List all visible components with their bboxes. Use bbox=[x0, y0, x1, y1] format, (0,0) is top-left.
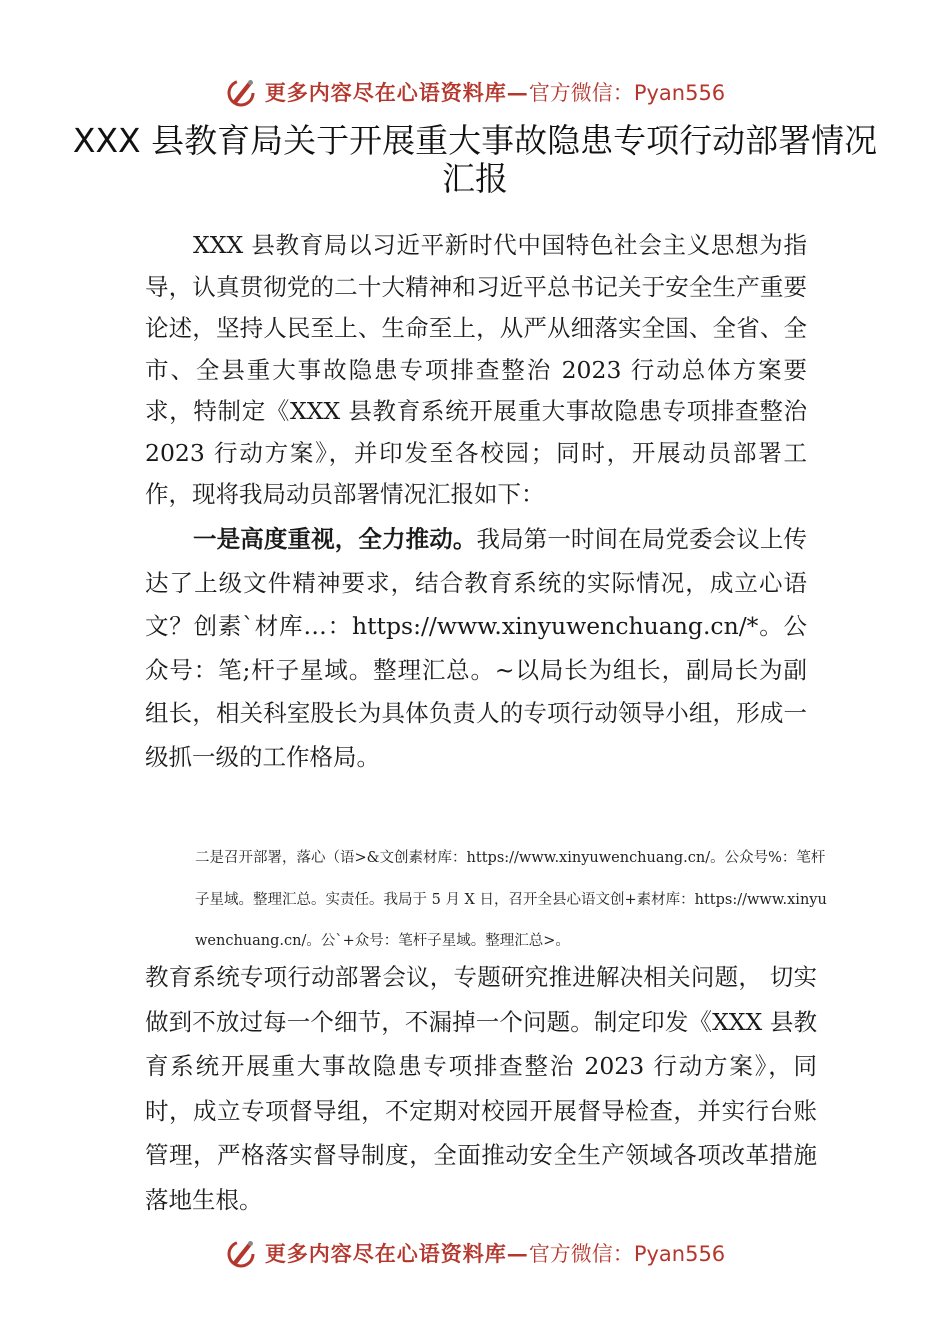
paragraph-point-one-lead: 一是高度重视，全力推动。 bbox=[193, 525, 477, 553]
paragraph-point-two-note: 二是召开部署，落心（语>&文创素材库：https://www.xinyuwenchuang.cn/。公众号%：笔杆子星域。整理汇总。实责任。我局于 5 月 X 日，召开全县心语文创+素材库：https://www.xinyuwenchuang.cn/。公`+众号：笔杆子星域。整理汇总>。 bbox=[195, 850, 827, 949]
banner-wechat-label: 官方微信： bbox=[528, 81, 634, 105]
paragraph-point-two-body: 教育系统专项行动部署会议，专题研究推进解决相关问题， 切实做到不放过每一个细节，不漏掉一个问题。制定印发《XXX 县教育系统开展重大事故隐患专项排查整治 2023 行动方案》，同时，成立专项督导组，不定期对校园开展督导检查，并实行台账管理，严格落实督导制度，全面推动安全生产领域各项改革措施落地生根。 bbox=[145, 963, 817, 1214]
banner-text: 更多内容尽在心语资料库— bbox=[264, 80, 529, 105]
document-title: XXX 县教育局关于开展重大事故隐患专项行动部署情况汇报 bbox=[72, 121, 878, 198]
paragraph-point-one bbox=[145, 518, 807, 780]
banner-suffix bbox=[529, 1238, 725, 1268]
paragraph-point-one-body: 我局第一时间在局党委会议上传达了上级文件精神要求，结合教育系统的实际情况，成立心语文？创素`材库…：https://www.xinyuwenchuang.cn/*。公众号：笔;杆子星域。整理汇总。~以局长为组长，副局长为副组长，相关科室股长为具体负责人的专项行动领导小组，形成一级抓一级的工作格局。 bbox=[145, 525, 808, 771]
banner-wechat-id: Pyan556 bbox=[633, 81, 726, 105]
banner-text: 更多内容尽在心语资料库— bbox=[264, 1241, 529, 1266]
paragraph-intro: XXX 县教育局以习近平新时代中国特色社会主义思想为指导，认真贯彻党的二十大精神和习近平总书记关于安全生产重要论述，坚持人民至上、生命至上，从严从细落实全国、全省、全市、全县重大事故隐患专项排查整治 2023 行动总体方案要求，特制定《XXX 县教育系统开展重大事故隐患专项排查整治 2023 行动方案》，并印发至各校园；同时，开展动员部署工作，现将我局动员部署情况汇报如下： bbox=[145, 231, 807, 508]
header-banner bbox=[0, 72, 950, 112]
brush-logo-icon bbox=[225, 75, 259, 109]
footer-banner bbox=[0, 1233, 950, 1273]
banner-wechat-label: 官方微信： bbox=[528, 1242, 634, 1266]
brush-logo-icon bbox=[225, 1236, 259, 1270]
banner-suffix bbox=[529, 77, 725, 107]
banner-wechat-id: Pyan556 bbox=[633, 1242, 726, 1266]
